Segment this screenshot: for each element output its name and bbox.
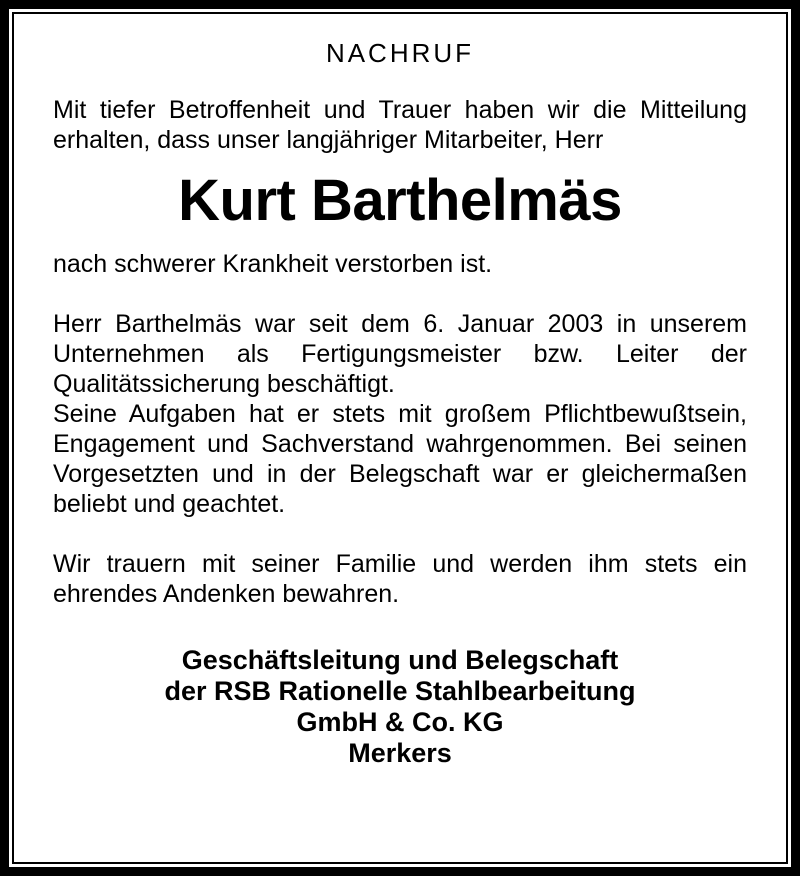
duties-paragraph: Seine Aufgaben hat er stets mit großem Pflichtbewußtsein, Engagement und Sachverstand wahrgenommen. Bei seinen Vorgesetzten und in der Belegschaft war er gleichermaßen beliebt und geachtet. (53, 400, 747, 518)
signature-line-4: Merkers (348, 738, 452, 768)
deceased-name: Kurt Barthelmäs (178, 168, 622, 233)
signature-line-1: Geschäftsleitung und Belegschaft (181, 645, 619, 675)
career-paragraph: Herr Barthelmäs war seit dem 6. Januar 2003 in unserem Unternehmen als Fertigungsmeister bzw. Leiter der Qualitätssicherung beschäftigt. (53, 310, 747, 398)
signature-line-2: der RSB Rationelle Stahlbearbeitung (164, 676, 636, 706)
after-name-paragraph: nach schwerer Krankheit verstorben ist. (53, 250, 493, 278)
obituary-content (53, 38, 747, 769)
heading: NACHRUF (325, 38, 475, 68)
signature-block (53, 645, 747, 769)
intro-paragraph: Mit tiefer Betroffenheit und Trauer haben wir die Mitteilung erhalten, dass unser langjähriger Mitarbeiter, Herr (53, 96, 747, 154)
signature-line-3: GmbH & Co. KG (296, 707, 504, 737)
mourning-paragraph: Wir trauern mit seiner Familie und werden ihm stets ein ehrendes Andenken bewahren. (53, 550, 747, 608)
